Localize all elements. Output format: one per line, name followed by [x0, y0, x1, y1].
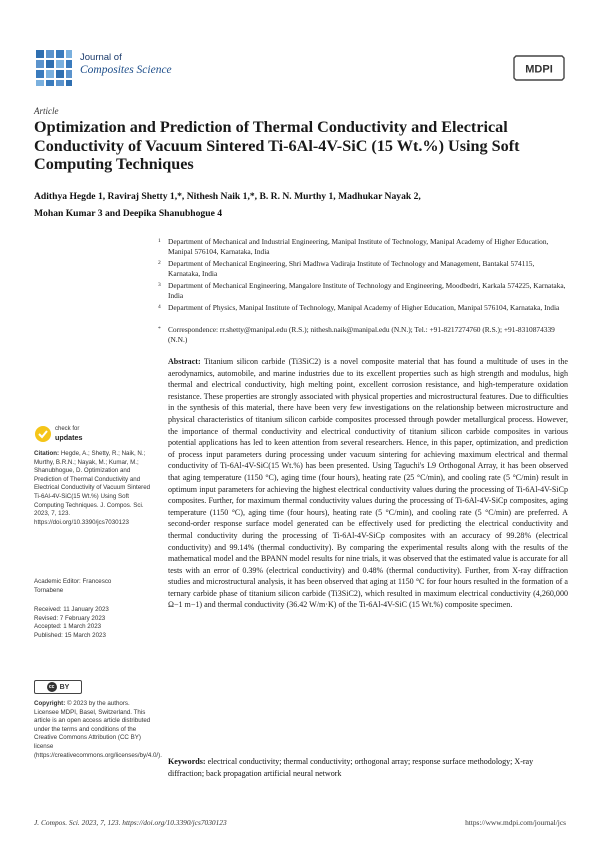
affiliation-text: Department of Mechanical Engineering, Shri Madhwa Vadiraja Institute of Technology and Management, Bantakal 574115, Karnataka, India	[168, 259, 535, 278]
affiliation-number: 3	[158, 282, 161, 288]
citation-label: Citation:	[34, 450, 60, 457]
affiliation-3	[158, 281, 568, 301]
affiliation-number: 1	[158, 238, 161, 244]
check-updates-line1: check for	[55, 426, 80, 432]
affiliation-text: Department of Mechanical and Industrial Engineering, Manipal Institute of Technology, Manipal Academy of Higher Education, Manipal 576104, Karnataka, India	[168, 237, 549, 256]
editor-name: Tornabene	[34, 586, 64, 594]
abstract-label: Abstract:	[168, 357, 201, 366]
correspondence-text: Correspondence: rr.shetty@manipal.edu (R.S.); nithesh.naik@manipal.edu (N.N.); Tel.: +91-8217274760 (R.S.); +91-8310874339 (N.N.)	[168, 325, 555, 344]
mdpi-logo-text: MDPI	[525, 63, 553, 76]
cc-icon: cc	[47, 682, 57, 692]
journal-header	[34, 48, 566, 88]
journal-logo-icon	[34, 48, 74, 88]
check-updates-icon	[34, 425, 52, 443]
abstract-text: Titanium silicon carbide (Ti3SiC2) is a novel composite material that has found a multitude of uses in the aerodynamics, automobile, and marine industries due to its excellent properties such as high strength and modulus, high thermal and electrical conductivity, high melting point, excellent corrosion resistance, and high-temperature oxidation resistance. These properties are strongly associated with physical properties and microstructural features. Due to difficulties in the synthesis of this material, there have been very few investigations on the relationship between microstructure and physical characteristics of titanium silicon carbide composites processed through powder metallurgical process. However, the importance of thermal conductivity and electrical conductivity of titanium silicon carbide composites in various potential applications has led to keen attention from several researchers. Hence, in this paper, optimization, and prediction of process input parameters during processing under vacuum sintering for achieving maximum electrical and thermal conductivity of Ti-6Al-4V-SiC(15 Wt.%) has been presented. Using Taguchi's L9 Orthogonal Array, it has been observed that aging temperature (1150 °C), aging time (four hours), heating rate (25 °C/min), and cooling rate (5 °C/min) result in optimum input parameters for achieving the highest electrical conductivity values during the processing of Ti-6Al-4V-SiCp composites. Further, for maximum thermal conductivity values during the processing of Ti-6Al-4V-SiCp composites, aging temperature (1150 °C), aging time (four hours), heating rate (5 °C/min), and cooling rate (5 °C/min) are preferred. A second-order response surface model generated can be effectively used for predicting the electrical conductivity and thermal conductivity during the processing of Ti-6Al-4V-SiCp composites with an accuracy of 99.28% (electrical conductivity) and 99.14% (thermal conductivity). By comparing the experimental results along with the results of the mathematical model and the BPANN model results for nine trials, it was observed that the estimated value is accurate for all tests with an error of 0.39% (electrical conductivity) and 0.48% (thermal conductivity). Further, from X-ray diffraction studies and microstructural analysis, it has been observed that aging at 1150 °C for four hours resulted in the formation of a ternary carbide phase of titanium silicon carbide (Ti3SiC2), which resulted in maximum electrical conductivity (4,260,000 Ω−1 m−1) and thermal conductivity (36.42 W/m·K) of the Ti-6Al-4V-SiC (15 Wt.%) composite specimen.	[168, 357, 568, 610]
check-for-updates-button[interactable]	[34, 424, 114, 446]
affiliation-1	[158, 237, 568, 257]
affiliation-4	[158, 303, 568, 313]
affiliation-text: Department of Physics, Manipal Institute of Technology, Manipal Academy of Higher Education, Manipal 576104, Karnataka, India	[168, 303, 560, 312]
date-published: Published: 15 March 2023	[34, 631, 106, 639]
article-title: Optimization and Prediction of Thermal Conductivity and Electrical Conductivity of Vacuum Sintered Ti-6Al-4V-SiC (15 Wt.%) Using Soft Computing Techniques	[34, 118, 520, 173]
article-type: Article	[34, 106, 59, 116]
publication-dates	[34, 606, 156, 640]
journal-name-line2: Composites Science	[80, 64, 172, 76]
journal-name-line1: Journal of	[80, 52, 122, 63]
copyright-text: © 2023 by the authors. Licensee MDPI, Basel, Switzerland. This article is an open access article distributed under the terms and conditions of the Creative Commons Attribution (CC BY) license (https://creativecommons.org/licenses/by/4.0/).	[34, 700, 162, 759]
academic-editor	[34, 578, 156, 595]
citation-text: Hegde, A.; Shetty, R.; Naik, N.; Murthy, B.R.N.; Nayak, M.; Kumar, M.; Shanubhogue, D. Optimization and Prediction of Thermal Conductivity and Electrical Conductivity of Vacuum Sintered Ti-6Al-4V-SiC(15 Wt.%) Using Soft Computing Techniques. J. Compos. Sci. 2023, 7, 123. https://doi.org/10.3390/jcs7030123	[34, 450, 151, 526]
citation-block	[34, 450, 156, 527]
affiliation-text: Department of Mechanical Engineering, Mangalore Institute of Technology and Engineering, Moodbedri, Karkala 574225, Karnataka, India	[168, 281, 566, 300]
check-updates-line2: updates	[55, 432, 83, 442]
keywords-text: electrical conductivity; thermal conductivity; orthogonal array; response surface methodology; X-ray diffraction; back propagation artificial neural network	[168, 757, 534, 778]
affiliation-number: 2	[158, 260, 161, 266]
correspondence	[158, 325, 568, 345]
copyright-label: Copyright:	[34, 700, 66, 707]
check-updates-label	[55, 426, 83, 441]
abstract	[168, 356, 568, 611]
footer-journal-link[interactable]: https://www.mdpi.com/journal/jcs	[465, 818, 566, 827]
editor-label: Academic Editor: Francesco	[34, 578, 112, 585]
date-received: Received: 11 January 2023	[34, 606, 109, 613]
date-revised: Revised: 7 February 2023	[34, 614, 106, 622]
copyright-block	[34, 700, 162, 760]
author-list	[34, 188, 564, 222]
journal-name	[80, 52, 172, 76]
cc-license-badge[interactable]	[34, 680, 82, 694]
date-accepted: Accepted: 1 March 2023	[34, 623, 102, 631]
keywords-label: Keywords:	[168, 757, 206, 766]
affiliation-2	[158, 259, 568, 279]
mdpi-logo	[512, 54, 566, 82]
author-line-2: Mohan Kumar 3 and Deepika Shanubhogue 4	[34, 208, 223, 219]
footer-citation[interactable]: J. Compos. Sci. 2023, 7, 123. https://doi.org/10.3390/jcs7030123	[34, 818, 227, 827]
correspondence-marker: *	[158, 326, 161, 332]
affiliation-number: 4	[158, 304, 161, 310]
cc-badge-label: BY	[59, 683, 70, 691]
author-line-1: Adithya Hegde 1, Raviraj Shetty 1,*, Nithesh Naik 1,*, B. R. N. Murthy 1, Madhukar Nayak 2,	[34, 191, 421, 202]
keywords	[168, 756, 568, 779]
